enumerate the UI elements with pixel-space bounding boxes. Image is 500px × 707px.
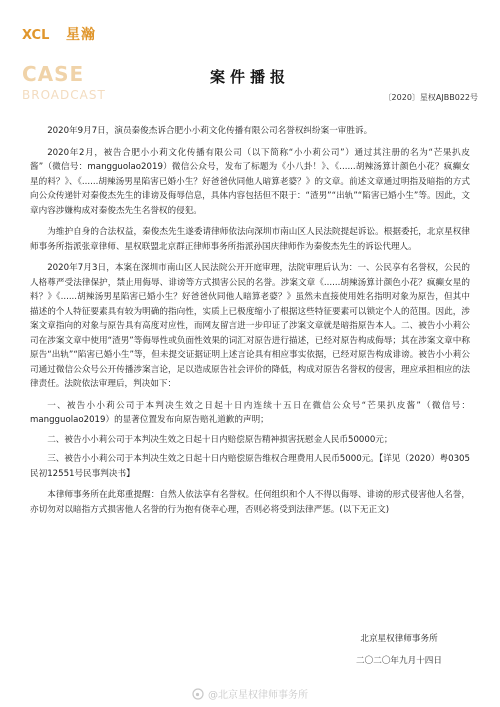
header [0,0,500,118]
paragraph: 为维护自身的合法权益，秦俊杰先生遂委请律师依法向深圳市南山区人民法院提起诉讼。根据委托，北京星权律师事务所指派张章律师、星权联盟北京群正律师事务所指派孙国庆律师作为秦俊杰先生的诉讼代理人。 [30,227,470,252]
article-body [30,124,470,524]
case-heading: CASE [22,62,85,86]
weibo-icon [192,688,204,700]
watermark [0,686,500,701]
watermark-text: @北京星权律师事务所 [208,690,308,701]
broadcast-heading: BROADCAST [22,88,106,102]
sign-date: 二〇二〇年九月十四日 [356,656,442,666]
brand-logo [22,24,96,44]
svg-text:XCL: XCL [22,28,50,42]
judgment-item: 二、被告小小莉公司于本判决生效之日起十日内赔偿原告精神损害抚慰金人民币50000元； [47,434,393,445]
judgment-item: 一、被告小小莉公司于本判决生效之日起十日内连续十五日在微信公众号“芒果扒皮酱”（微信号：mangguolao2019）的显著位置发布向原告赔礼道歉的声明； [30,400,470,425]
signature-block [356,628,442,672]
judgment-item: 三、被告小小莉公司于本判决生效之日起十日内赔偿原告维权合理费用人民币5000元。【详见（2020）粤0305民初12551号民事判决书】 [30,454,470,479]
paragraph: 2020年7月3日，本案在深圳市南山区人民法院公开开庭审理，法院审理后认为：一、公民享有名誉权，公民的人格尊严受法律保护，禁止用侮辱、诽谤等方式损害公民的名誉。涉案文章《......胡辣汤算计颜色小花？疯癫女星的料？》《......胡辣汤男星陷害已婚小生？好爸爸伙同他人暗算老婆？》虽然未直接使用姓名指明对象为原告，但其中描述的个人特征要素具有较为明确的指向性，实质上已极度缩小了根据这些特征要素可以锁定个人的范围。因此，涉案文章指向的对象与原告具有高度对应性，而网友留言进一步印证了涉案文章就是暗指原告本人。二、被告小小莉公司在涉案文章中使用“渣男”等侮辱性或负面性效果的词汇对原告进行描述，已经对原告构成侮辱；其在涉案文章中称原告“出轨”“陷害已婚小生”等，但未提交证据证明上述言论具有相应事实依据，已经对原告构成诽谤。被告小小莉公司通过微信公众号公开传播涉案言论，足以造成原告社会评价的降低，构成对原告名誉权的侵害，理应承担相应的法律责任。法院依法审理后，判决如下： [30,263,470,389]
paragraph: 2020年2月，被告合肥小小莉文化传播有限公司（以下简称“小小莉公司”）通过其注册的名为“芒果扒皮酱”（微信号：mangguolao2019）微信公众号，发布了标题为《小八卦！》、《......胡辣汤算计颜色小花？疯癫女星的料？》、《......胡辣汤男星陷害已婚小生？好爸爸伙同他人暗算老婆？》的文章。前述文章通过明指及暗指的方式向公众传递针对秦俊杰先生的诽谤及侮辱信息，具体内容包括但不限于：“渣男”“出轨”“陷害已婚小生”等。因此，文章内容涉嫌构成对秦俊杰先生名誉权的侵犯。 [30,147,470,216]
page-title: 案件播报 [209,68,290,86]
xcl-logo-icon [22,26,62,42]
paragraph: 本律师事务所在此郑重提醒：自然人依法享有名誉权。任何组织和个人不得以侮辱、诽谤的形式侵害他人名誉，亦切勿对以暗指方式损害他人名誉的行为抱有侥幸心理，否则必将受到法律严惩。(以下无正文) [30,490,470,515]
reference-number: 〔2020〕星权AJBB022号 [383,93,478,102]
brand-name: 星瀚 [66,27,96,43]
firm-name: 北京星权律师事务所 [360,634,438,644]
paragraph: 2020年9月7日，演员秦俊杰诉合肥小小莉文化传播有限公司名誉权纠纷案一审胜诉。 [47,126,373,136]
